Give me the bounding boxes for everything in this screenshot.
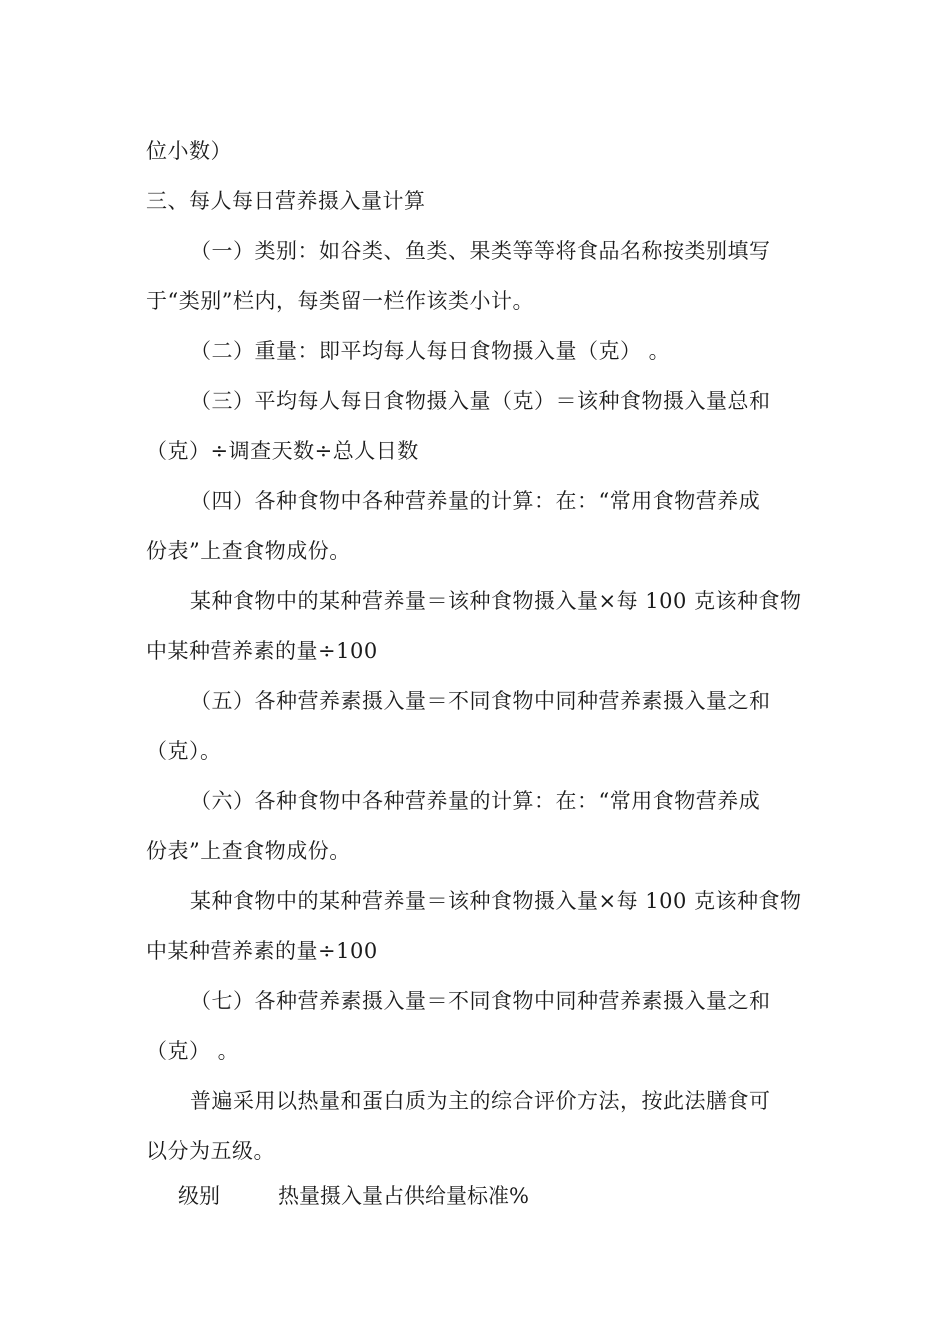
text-line: （五）各种营养素摄入量＝不同食物中同种营养素摄入量之和 [190, 689, 771, 713]
text-line: 于“类别”栏内，每类留一栏作该类小计。 [146, 289, 534, 313]
table-header-energy: 热量摄入量占供给量标准% [278, 1184, 529, 1208]
text-line: （克）。 [146, 739, 222, 763]
text-line: 普遍采用以热量和蛋白质为主的综合评价方法，按此法膳食可 [190, 1089, 771, 1113]
text-line: （六）各种食物中各种营养量的计算：在：“常用食物营养成 [190, 789, 761, 813]
text-line: 位小数） [146, 139, 232, 163]
text-line: （克）÷调查天数÷总人日数 [146, 439, 419, 463]
text-line: （一）类别：如谷类、鱼类、果类等等将食品名称按类别填写 [190, 239, 771, 263]
text-line: 以分为五级。 [146, 1139, 275, 1163]
text-line: （克） 。 [146, 1039, 240, 1063]
text-line: 某种食物中的某种营养量＝该种食物摄入量×每 100 克该种食物 [190, 889, 802, 913]
text-line: （七）各种营养素摄入量＝不同食物中同种营养素摄入量之和 [190, 989, 771, 1013]
section-heading: 三、每人每日营养摄入量计算 [146, 189, 426, 213]
text-line: （二）重量：即平均每人每日食物摄入量（克） 。 [190, 339, 671, 363]
text-line: 中某种营养素的量÷100 [146, 639, 378, 663]
text-line: （四）各种食物中各种营养量的计算：在：“常用食物营养成 [190, 489, 761, 513]
text-line: 份表”上查食物成份。 [146, 539, 351, 563]
text-line: 份表”上查食物成份。 [146, 839, 351, 863]
table-header-level: 级别 [178, 1184, 220, 1208]
text-line: （三）平均每人每日食物摄入量（克）＝该种食物摄入量总和 [190, 389, 771, 413]
text-line: 中某种营养素的量÷100 [146, 939, 378, 963]
text-line: 某种食物中的某种营养量＝该种食物摄入量×每 100 克该种食物 [190, 589, 802, 613]
